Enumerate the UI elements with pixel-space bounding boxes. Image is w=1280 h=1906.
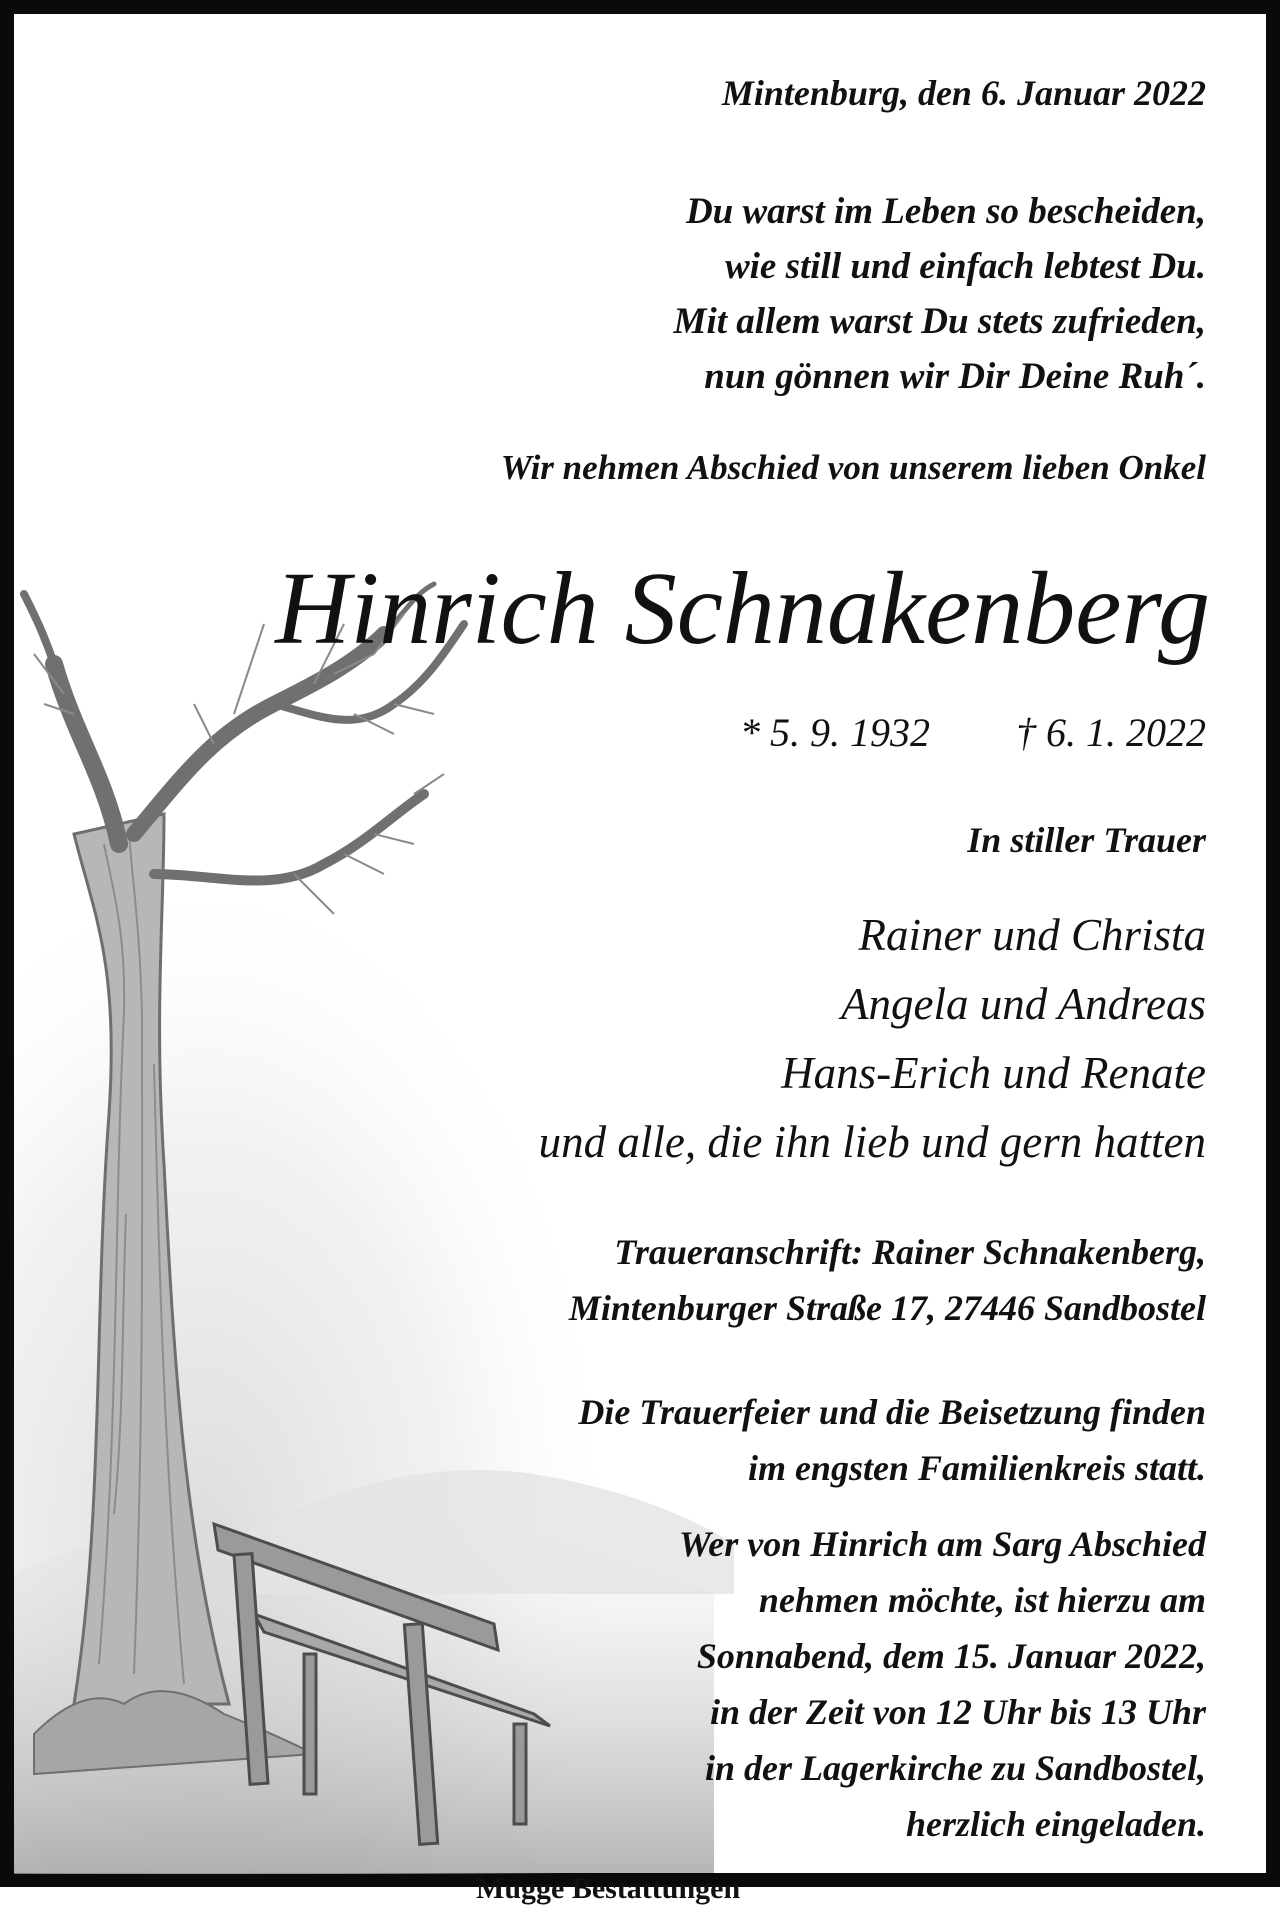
birth-date: * 5. 9. 1932 <box>740 710 930 755</box>
ceremony-info <box>578 1384 1206 1496</box>
ceremony-line: Die Trauerfeier und die Beisetzung finden <box>578 1392 1206 1432</box>
invitation-line: Wer von Hinrich am Sarg Abschied <box>678 1524 1206 1564</box>
viewing-invitation <box>679 1516 1206 1852</box>
mourner-line: Rainer und Christa <box>858 910 1206 960</box>
mourner-line: und alle, die ihn lieb und gern hatten <box>538 1117 1206 1167</box>
invitation-line: in der Zeit von 12 Uhr bis 13 Uhr <box>709 1692 1206 1732</box>
mourner-line: Angela und Andreas <box>841 979 1206 1029</box>
invitation-line: in der Lagerkirche zu Sandbostel, <box>704 1748 1206 1788</box>
invitation-line: nehmen möchte, ist hierzu am <box>758 1580 1206 1620</box>
life-dates <box>740 709 1206 756</box>
mourning-address <box>569 1224 1206 1336</box>
invitation-line: herzlich eingeladen. <box>905 1804 1206 1844</box>
mourners-list <box>539 901 1206 1177</box>
poem-line: Mit allem warst Du stets zufrieden, <box>673 301 1206 342</box>
invitation-line: Sonnabend, dem 15. Januar 2022, <box>696 1636 1206 1676</box>
address-line: Mintenburger Straße 17, 27446 Sandbostel <box>568 1288 1206 1328</box>
mourner-line: Hans-Erich und Renate <box>781 1048 1206 1098</box>
farewell-intro: Wir nehmen Abschied von unserem lieben Onkel <box>500 448 1206 487</box>
place-and-date: Mintenburg, den 6. Januar 2022 <box>721 73 1206 113</box>
poem-line: Du warst im Leben so bescheiden, <box>685 191 1206 232</box>
ceremony-line: im engsten Familienkreis statt. <box>747 1448 1206 1488</box>
memorial-poem <box>674 184 1206 404</box>
mourning-phrase: In stiller Trauer <box>967 820 1206 860</box>
funeral-home-credit: Mügge Bestattungen <box>476 1872 741 1905</box>
address-line: Traueranschrift: Rainer Schnakenberg, <box>614 1232 1206 1272</box>
death-date: † 6. 1. 2022 <box>1016 710 1206 755</box>
poem-line: wie still und einfach lebtest Du. <box>724 246 1206 287</box>
deceased-name: Hinrich Schnakenberg <box>275 551 1210 666</box>
poem-line: nun gönnen wir Dir Deine Ruh´. <box>704 356 1206 397</box>
